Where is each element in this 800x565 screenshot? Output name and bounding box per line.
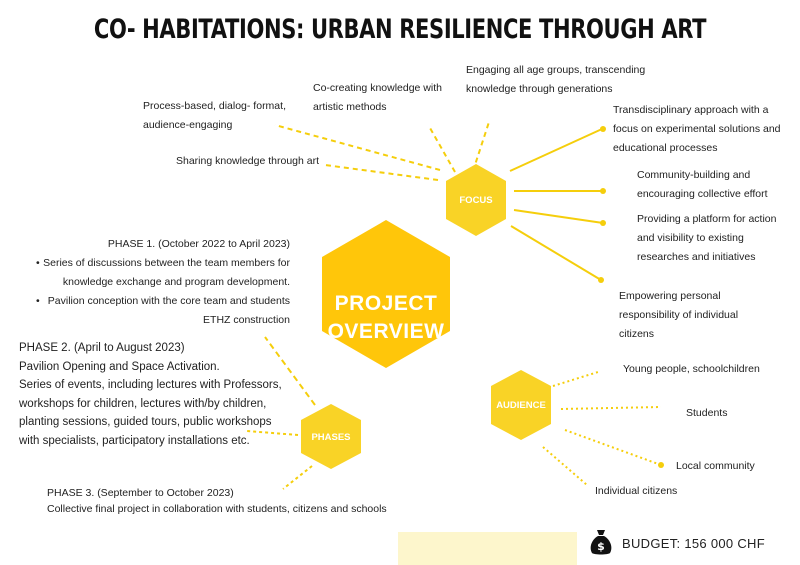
focus-connector bbox=[510, 129, 602, 171]
phase1-bullet-line: ETHZ construction bbox=[203, 314, 290, 326]
phase1-bullet bbox=[40, 254, 290, 292]
focus-item bbox=[313, 79, 442, 117]
project-overview-line1: PROJECT bbox=[334, 292, 438, 315]
phase2-block bbox=[19, 339, 282, 450]
focus-item-line: Community-building and bbox=[637, 169, 751, 181]
phase2-line: planting sessions, guided tours, public workshops bbox=[19, 416, 272, 428]
focus-connector bbox=[430, 128, 455, 172]
phase2-line: workshops for children, lectures with/by children, bbox=[19, 397, 267, 410]
phase1-bullet bbox=[40, 292, 290, 330]
phase1-heading: PHASE 1. (October 2022 to April 2023) bbox=[107, 238, 290, 250]
phases-label: PHASES bbox=[311, 432, 351, 443]
svg-text:$: $ bbox=[597, 540, 605, 553]
connector-dot bbox=[600, 126, 606, 132]
phase1-bullet-line: • Series of discussions between the team members for bbox=[43, 257, 290, 269]
focus-item-line: Co-creating knowledge with bbox=[313, 82, 442, 94]
focus-connector bbox=[473, 122, 489, 171]
focus-connector bbox=[511, 226, 601, 280]
focus-item-line: responsibility of individual bbox=[619, 309, 739, 321]
connector-dot bbox=[598, 277, 604, 283]
connector-dot bbox=[600, 220, 606, 226]
focus-item bbox=[637, 166, 768, 204]
phase2-line: PHASE 2. (April to August 2023) bbox=[19, 342, 185, 354]
audience-connector bbox=[561, 407, 661, 409]
focus-connector bbox=[514, 210, 603, 223]
phase2-line: Series of events, including lectures with Professors, bbox=[19, 379, 282, 391]
audience-item: Individual citizens bbox=[595, 485, 678, 497]
focus-label: FOCUS bbox=[459, 195, 493, 206]
focus-item-line: citizens bbox=[619, 328, 655, 340]
focus-item-line: audience-engaging bbox=[143, 119, 233, 131]
focus-item-line: researches and initiatives bbox=[637, 251, 756, 263]
phase2-line: with specialists, participatory installations etc. bbox=[19, 434, 250, 447]
focus-item-line: Empowering personal bbox=[619, 290, 721, 302]
focus-item bbox=[637, 210, 776, 267]
focus-item-line: knowledge through generations bbox=[466, 83, 613, 95]
focus-item-line: Transdisciplinary approach with a bbox=[613, 104, 769, 116]
connector-dot bbox=[600, 188, 606, 194]
phase3-block bbox=[47, 485, 387, 517]
focus-item bbox=[466, 61, 645, 99]
phase3-line: PHASE 3. (September to October 2023) bbox=[47, 487, 234, 499]
audience-item: Local community bbox=[676, 460, 755, 472]
focus-item-line: Sharing knowledge through art bbox=[176, 155, 320, 167]
audience-item: Young people, schoolchildren bbox=[623, 363, 760, 375]
diagram-title: CO- HABITATIONS: URBAN RESILIENCE THROUGH ART bbox=[93, 14, 707, 45]
audience-connector bbox=[553, 372, 598, 386]
audience-label: AUDIENCE bbox=[496, 400, 546, 411]
budget-text: BUDGET: 156 000 CHF bbox=[622, 536, 765, 551]
focus-item-line: and visibility to existing bbox=[637, 232, 744, 244]
budget-highlight-bar bbox=[398, 532, 577, 565]
focus-item bbox=[613, 101, 781, 158]
audience-connector bbox=[565, 430, 661, 465]
focus-item bbox=[176, 152, 319, 171]
audience-item: Students bbox=[686, 407, 728, 419]
focus-item-line: encouraging collective effort bbox=[637, 188, 768, 200]
audience-connector bbox=[543, 447, 587, 485]
focus-item bbox=[619, 287, 738, 344]
project-overview-label bbox=[322, 290, 450, 346]
focus-item-line: Providing a platform for action bbox=[637, 213, 777, 225]
project-overview-line2: OVERVIEW bbox=[327, 320, 445, 343]
phase1-bullets bbox=[40, 254, 290, 330]
phase1-block bbox=[40, 235, 290, 330]
focus-item-line: Engaging all age groups, transcending bbox=[466, 64, 646, 76]
focus-connector bbox=[325, 165, 438, 180]
focus-item bbox=[143, 97, 286, 135]
phase1-bullet-line: knowledge exchange and program development. bbox=[62, 276, 290, 288]
phase2-line: Pavilion Opening and Space Activation. bbox=[19, 360, 220, 373]
focus-item-line: educational processes bbox=[613, 142, 718, 154]
money-bag-icon bbox=[588, 528, 614, 556]
focus-item-line: artistic methods bbox=[313, 101, 387, 113]
phase3-line: Collective final project in collaboration with students, citizens and schools bbox=[47, 503, 387, 515]
connector-dot bbox=[658, 462, 664, 468]
focus-item-line: focus on experimental solutions and bbox=[613, 123, 781, 135]
focus-item-line: Process-based, dialog- format, bbox=[143, 100, 286, 112]
phase1-bullet-line: • Pavilion conception with the core team and students bbox=[47, 295, 290, 307]
